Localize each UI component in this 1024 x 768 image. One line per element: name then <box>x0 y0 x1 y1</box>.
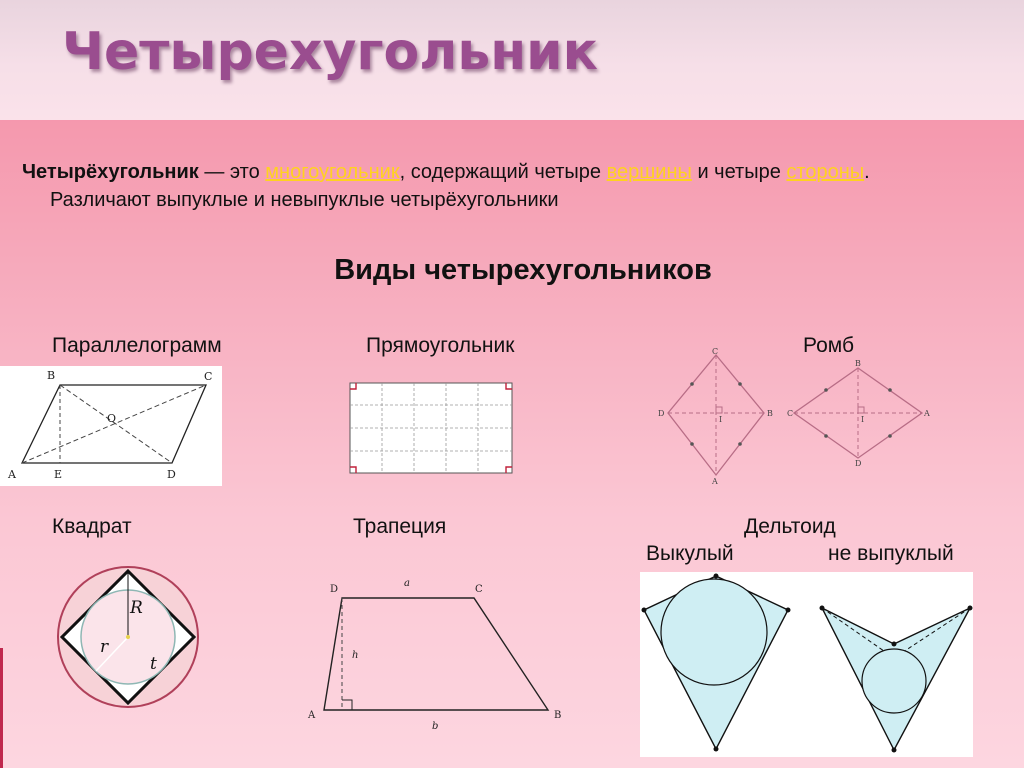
rhombus-right-label-left: C <box>787 409 794 418</box>
label-trapezoid: Трапеция <box>353 515 447 538</box>
deltoid-nonconvex-incircle <box>862 649 926 713</box>
square-label-r-outer: R <box>130 598 143 618</box>
parallelogram-label-o: O <box>107 412 117 425</box>
rhombus-left-label-bottom: A <box>712 477 718 484</box>
definition-part1: — это <box>198 161 266 183</box>
page-title: Четырехугольник <box>62 22 598 82</box>
rhombus-left-center-mark: I <box>719 415 723 424</box>
parallelogram-label-c: C <box>204 370 213 383</box>
trapezoid-label-b: B <box>554 710 562 721</box>
parallelogram-label-d: D <box>167 468 176 481</box>
trapezoid-right-angle <box>342 700 352 710</box>
rectangle-figure <box>349 382 513 474</box>
trapezoid-label-base-top: a <box>404 578 410 589</box>
parallelogram-label-e: E <box>54 468 63 481</box>
section-title: Виды четырехугольников <box>334 254 712 286</box>
parallelogram-label-a: A <box>8 468 16 481</box>
trapezoid-label-base-bottom: b <box>432 721 439 732</box>
rhombus-right-label-bottom: D <box>855 459 862 468</box>
label-square: Квадрат <box>52 515 132 538</box>
left-accent-strip <box>0 648 3 768</box>
rhombus-left-label-left: D <box>658 409 665 418</box>
link-sides[interactable]: стороны <box>786 161 865 183</box>
label-deltoid: Дельтоид <box>744 515 836 538</box>
trapezoid-label-height: h <box>352 650 359 661</box>
definition-part4: . <box>864 161 870 183</box>
rhombus-right-label-right: A <box>924 409 930 418</box>
definition-line2: Различают выпуклые и невыпуклые четырёхугольники <box>50 189 559 211</box>
label-rhombus: Ромб <box>803 334 854 357</box>
trapezoid-label-a: A <box>308 710 316 721</box>
definition-part3: и четыре <box>691 161 787 183</box>
rhombus-figure <box>652 344 942 484</box>
label-rectangle: Прямоугольник <box>366 334 515 357</box>
square-center <box>126 635 130 639</box>
label-deltoid-nonconvex: не выпуклый <box>828 542 954 565</box>
trapezoid-label-d: D <box>330 584 339 595</box>
rhombus-right-label-top: B <box>855 359 861 368</box>
title-bar <box>0 0 1024 120</box>
trapezoid-label-c: C <box>475 584 483 595</box>
square-label-t: t <box>150 654 157 674</box>
square-label-r-inner: r <box>100 637 109 657</box>
definition-text <box>22 158 1012 214</box>
label-deltoid-convex: Выкулый <box>646 542 734 565</box>
parallelogram-label-b: B <box>47 369 56 382</box>
link-vertices[interactable]: вершины <box>606 161 692 183</box>
parallelogram-figure <box>0 366 222 486</box>
label-parallelogram: Параллелограмм <box>52 334 222 357</box>
rhombus-left-label-top: C <box>712 347 719 356</box>
definition-part2: , содержащий четыре <box>399 161 607 183</box>
rhombus-right-center-mark: I <box>861 415 865 424</box>
deltoid-convex-incircle <box>661 579 767 685</box>
deltoid-figure <box>640 572 973 757</box>
link-polygon[interactable]: многоугольник <box>265 161 400 183</box>
rhombus-left-label-right: B <box>767 409 773 418</box>
square-figure <box>54 564 204 708</box>
trapezoid-figure <box>300 572 570 732</box>
definition-term: Четырёхугольник <box>22 161 199 183</box>
